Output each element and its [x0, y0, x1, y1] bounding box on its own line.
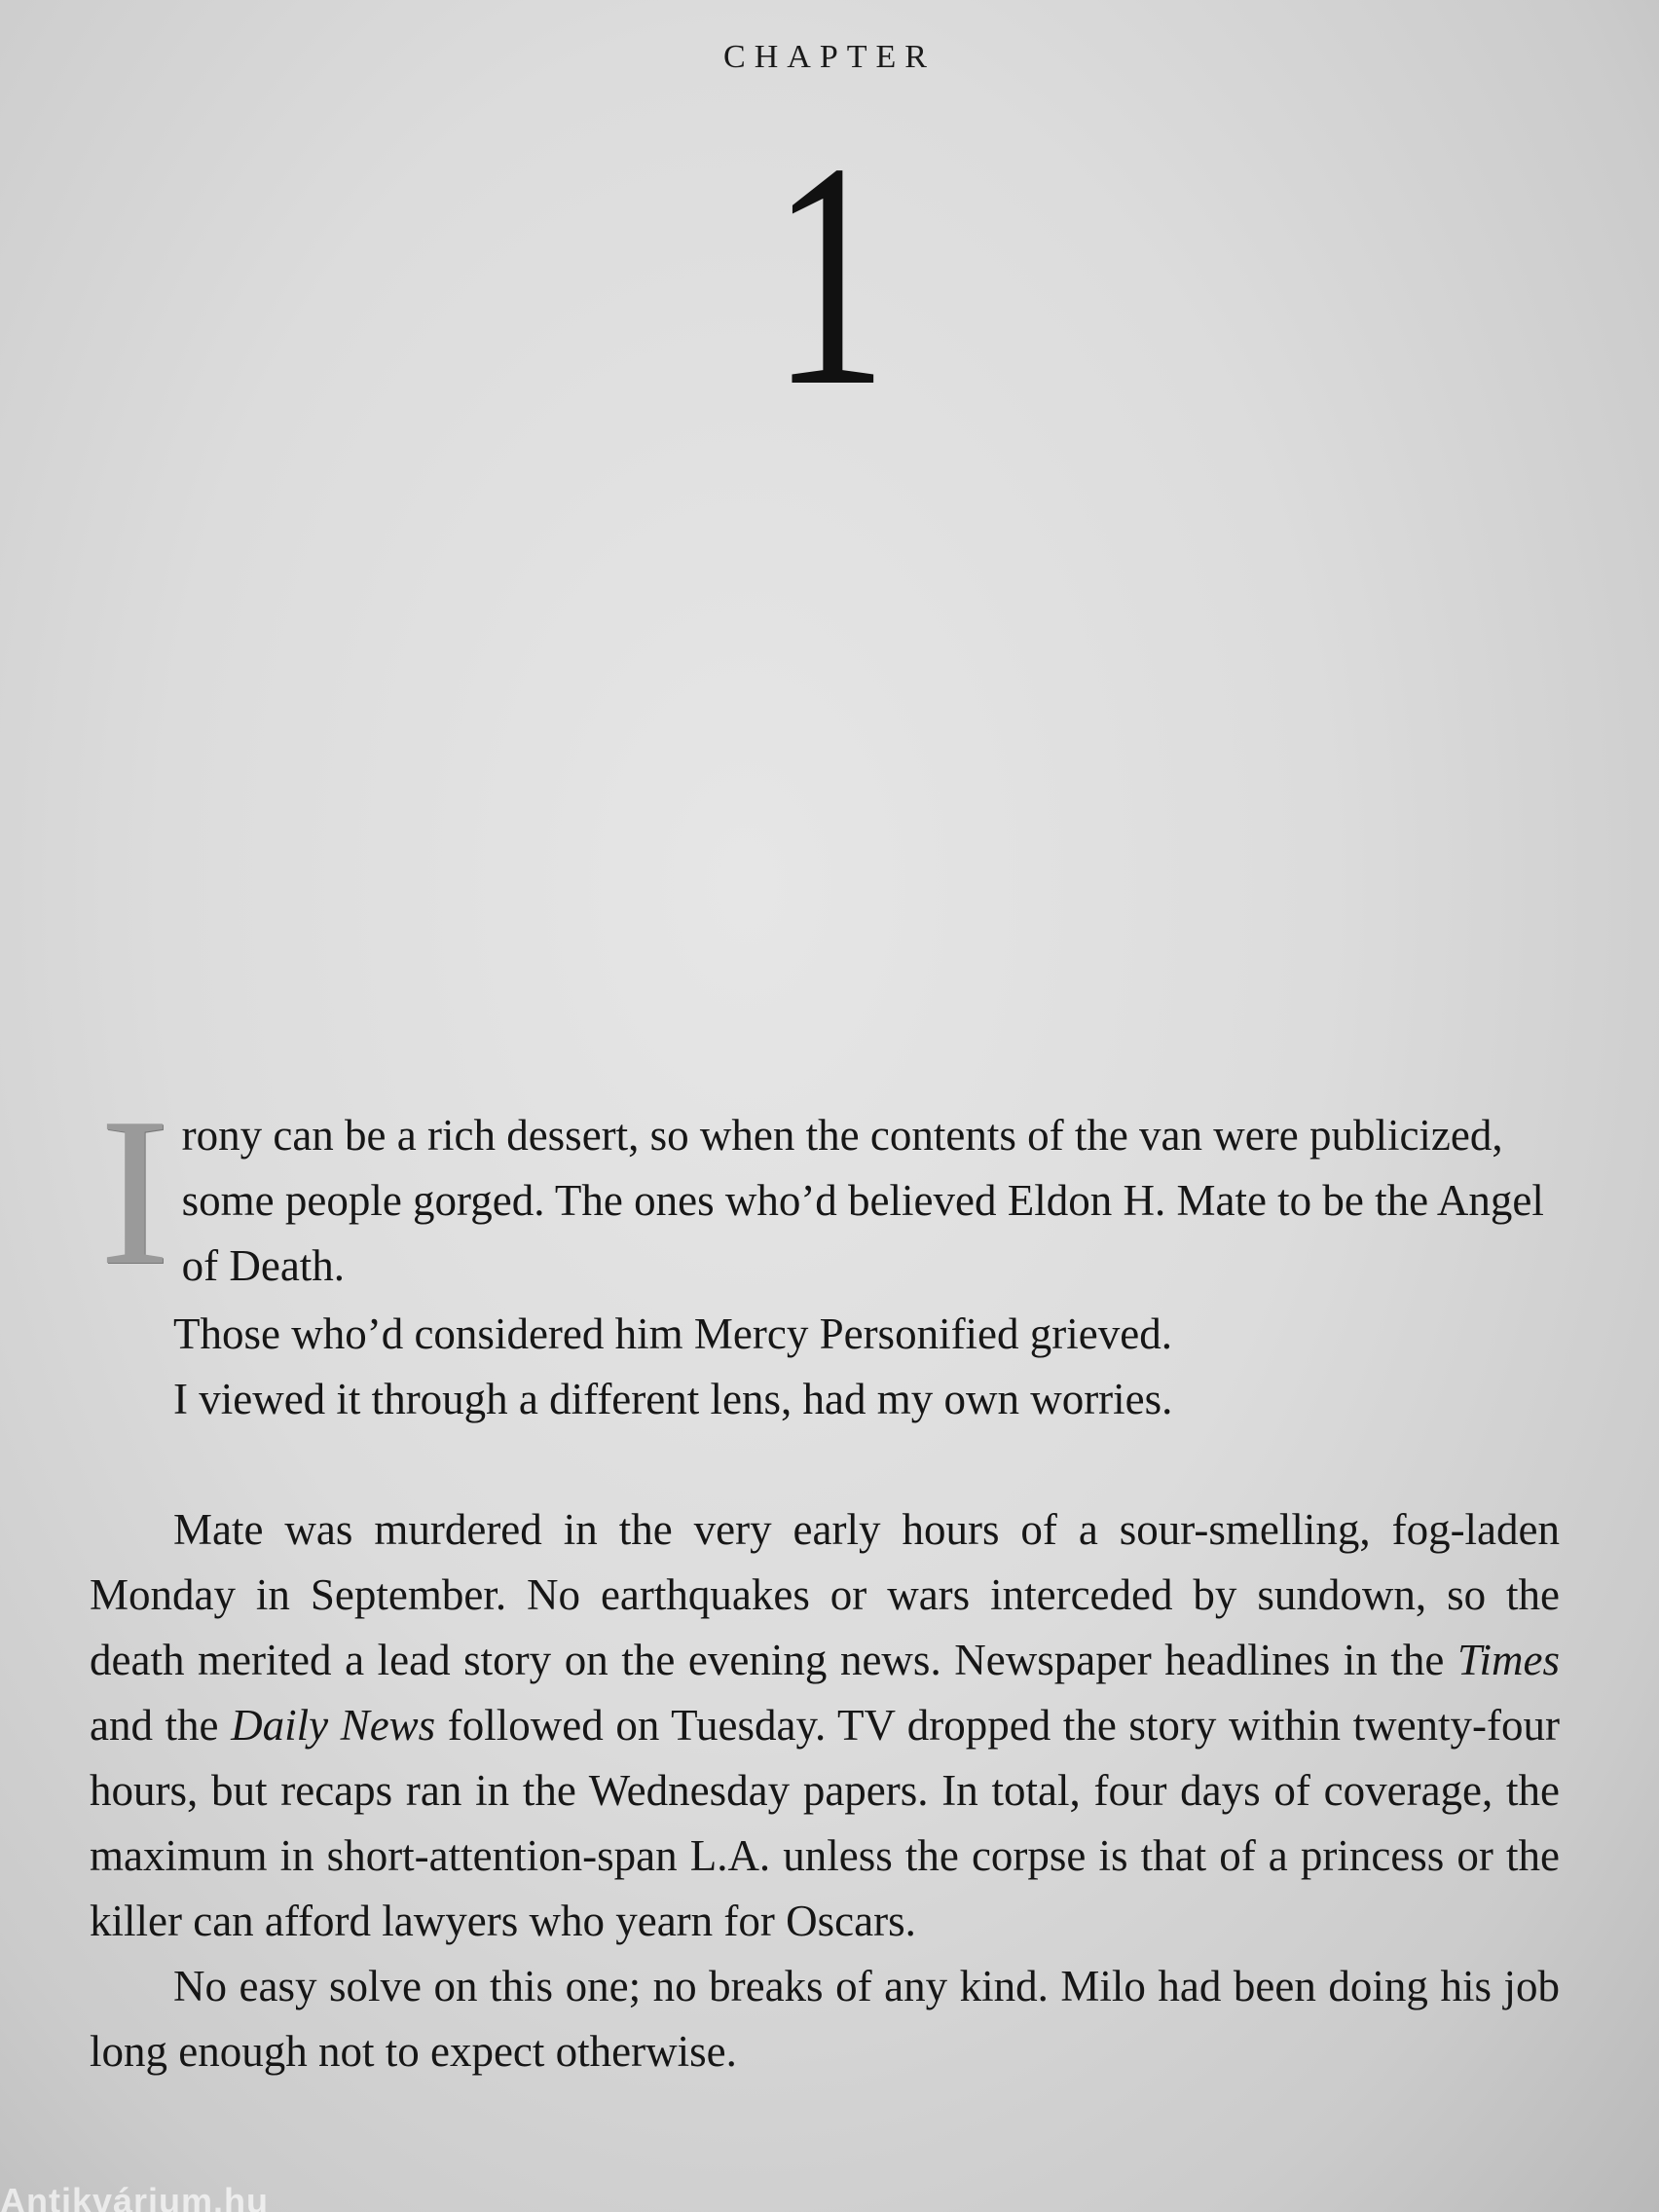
- watermark: Antikvárium.hu: [0, 2181, 270, 2212]
- chapter-number: 1: [771, 97, 888, 453]
- opening-text: [90, 1075, 1560, 1432]
- opening-paragraph-text: rony can be a rich dessert, so when the contents of the van were publicized, some people gorged. The ones who’d believed Eldon H. Mate to be the Angel of Death.: [181, 1111, 1544, 1290]
- body-text: [90, 1497, 1560, 2084]
- drop-cap: I: [99, 1075, 170, 1309]
- paragraph-2: Those who’d considered him Mercy Personified grieved.: [173, 1309, 1172, 1358]
- paragraph-4-part-3: followed on Tuesday. TV dropped the story within twenty-four hours, but recaps ran in the Wednesday papers. In total, four days of coverage, the maximum in short-attention-span L.A. unless the corpse is that of a princess or the killer can afford lawyers who yearn for Oscars.: [90, 1701, 1560, 1945]
- paragraph-4-part-2: and the: [90, 1701, 232, 1750]
- times-title: Times: [1456, 1636, 1560, 1684]
- opening-paragraph: [90, 1075, 1560, 1309]
- paragraph-5: No easy solve on this one; no breaks of any kind. Milo had been doing his job long enough not to expect otherwise.: [90, 1962, 1560, 2076]
- paragraph-4-part-1: Mate was murdered in the very early hours of a sour-smelling, fog-laden Monday in September. No earthquakes or wars interceded by sundown, so the death merited a lead story on the evening news. Newspaper headlines in the: [90, 1505, 1560, 1684]
- daily-news-title: Daily News: [231, 1701, 436, 1750]
- chapter-label: CHAPTER: [723, 39, 936, 75]
- paragraph-4: [90, 1497, 1560, 1954]
- paragraph-3: I viewed it through a different lens, had my own worries.: [173, 1375, 1173, 1423]
